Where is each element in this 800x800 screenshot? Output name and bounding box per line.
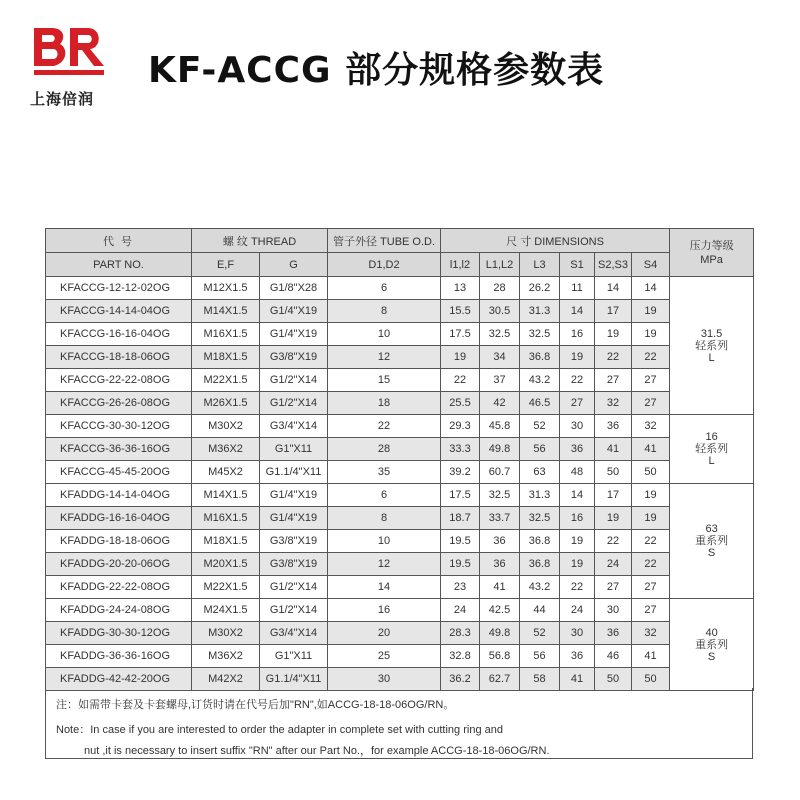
cell-d: 10 [328,323,441,346]
cell-ef: M22X1.5 [192,369,260,392]
cell-d: 18 [328,392,441,415]
cell-d: 20 [328,622,441,645]
cell-S23: 36 [595,622,632,645]
cell-part: KFACCG-22-22-08OG [46,369,192,392]
cell-part: KFADDG-18-18-06OG [46,530,192,553]
cell-L3: 43.2 [520,369,560,392]
cell-L12: 34 [480,346,520,369]
header-L3: L3 [520,253,560,277]
cell-L3: 56 [520,438,560,461]
cell-l12: 17.5 [441,484,480,507]
cell-l12: 19.5 [441,553,480,576]
cell-S1: 41 [560,668,595,691]
cell-part: KFACCG-30-30-12OG [46,415,192,438]
table-row [46,530,754,553]
cell-ef: M45X2 [192,461,260,484]
cell-L12: 37 [480,369,520,392]
cell-ef: M30X2 [192,622,260,645]
cell-g: G1/2"X14 [260,576,328,599]
pressure-code: L [708,455,715,467]
cell-S1: 14 [560,484,595,507]
cell-part: KFACCG-26-26-08OG [46,392,192,415]
cell-g: G1/8"X28 [260,277,328,300]
cell-d: 22 [328,415,441,438]
cell-g: G3/4"X14 [260,415,328,438]
cell-g: G1/4"X19 [260,484,328,507]
cell-part: KFADDG-22-22-08OG [46,576,192,599]
spec-table [45,228,754,691]
cell-g: G1/4"X19 [260,507,328,530]
header-d1d2: D1,D2 [328,253,441,277]
cell-S4: 27 [632,599,670,622]
cell-g: G1/4"X19 [260,323,328,346]
cell-L3: 26.2 [520,277,560,300]
cell-S23: 14 [595,277,632,300]
header-S1: S1 [560,253,595,277]
cell-d: 12 [328,553,441,576]
cell-ef: M22X1.5 [192,576,260,599]
cell-part: KFACCG-36-36-16OG [46,438,192,461]
header-code: 代 号 [46,229,192,253]
pressure-value: 63 [705,523,718,535]
cell-part: KFADDG-14-14-04OG [46,484,192,507]
cell-L12: 33.7 [480,507,520,530]
pressure-value: 16 [705,431,718,443]
pressure-value: 40 [705,626,718,639]
pressure-code: L [708,351,715,364]
brand-logo [30,22,110,107]
cell-ef: M18X1.5 [192,346,260,369]
cell-part: KFADDG-42-42-20OG [46,668,192,691]
cell-L12: 32.5 [480,323,520,346]
note-en-line1: Note：In case if you are interested to order the adapter in complete set with cutting ring and [56,724,503,736]
pressure-code: S [707,547,716,559]
cell-l12: 25.5 [441,392,480,415]
pressure-group-cell [670,277,754,415]
header-pressure-cn: 压力等级 [689,239,734,252]
cell-part: KFACCG-45-45-20OG [46,461,192,484]
cell-l12: 39.2 [441,461,480,484]
cell-L12: 45.8 [480,415,520,438]
cell-S23: 50 [595,668,632,691]
page-title: KF-ACCG 部分规格参数表 [148,50,605,91]
cell-g: G1"X11 [260,645,328,668]
cell-S23: 32 [595,392,632,415]
cell-S1: 36 [560,438,595,461]
pressure-series: 轻系列 [695,339,729,352]
cell-ef: M16X1.5 [192,507,260,530]
cell-S4: 41 [632,645,670,668]
table-row [46,553,754,576]
cell-S4: 22 [632,553,670,576]
cell-part: KFACCG-18-18-06OG [46,346,192,369]
br-logo-icon [30,22,110,84]
cell-S1: 30 [560,622,595,645]
cell-L12: 28 [480,277,520,300]
cell-S1: 19 [560,553,595,576]
cell-S23: 50 [595,461,632,484]
cell-L12: 49.8 [480,622,520,645]
cell-L12: 30.5 [480,300,520,323]
table-row [46,461,754,484]
cell-S23: 19 [595,507,632,530]
cell-S4: 32 [632,415,670,438]
table-row [46,576,754,599]
pressure-series: 轻系列 [695,443,729,455]
cell-ef: M30X2 [192,415,260,438]
header-l1l2-small: l1,l2 [441,253,480,277]
cell-part: KFADDG-24-24-08OG [46,599,192,622]
cell-S1: 24 [560,599,595,622]
table-row [46,392,754,415]
table-row [46,484,754,507]
cell-l12: 15.5 [441,300,480,323]
table-row [46,369,754,392]
cell-S1: 36 [560,645,595,668]
cell-S1: 48 [560,461,595,484]
cell-L12: 42 [480,392,520,415]
cell-d: 25 [328,645,441,668]
cell-d: 8 [328,507,441,530]
cell-S4: 22 [632,530,670,553]
cell-S1: 16 [560,323,595,346]
cell-l12: 18.7 [441,507,480,530]
table-row [46,346,754,369]
cell-S23: 30 [595,599,632,622]
header-pressure [670,229,754,277]
cell-part: KFACCG-14-14-04OG [46,300,192,323]
cell-S1: 19 [560,530,595,553]
cell-S1: 27 [560,392,595,415]
cell-S4: 22 [632,346,670,369]
header-dimensions: 尺 寸 DIMENSIONS [441,229,670,253]
pressure-group-cell [670,599,754,691]
cell-d: 14 [328,576,441,599]
cell-L3: 31.3 [520,484,560,507]
cell-L12: 36 [480,553,520,576]
cell-part: KFADDG-30-30-12OG [46,622,192,645]
cell-L3: 31.3 [520,300,560,323]
table-row [46,323,754,346]
cell-L3: 46.5 [520,392,560,415]
cell-d: 35 [328,461,441,484]
note-cn: 注：如需带卡套及卡套螺母,订货时请在代号后加"RN",如ACCG-18-18-06OG/RN。 [56,699,455,711]
cell-g: G1"X11 [260,438,328,461]
cell-S23: 22 [595,530,632,553]
cell-ef: M14X1.5 [192,484,260,507]
cell-S23: 27 [595,369,632,392]
cell-part: KFADDG-20-20-06OG [46,553,192,576]
cell-L12: 42.5 [480,599,520,622]
table-row [46,622,754,645]
cell-S1: 11 [560,277,595,300]
cell-g: G3/8"X19 [260,530,328,553]
cell-S4: 50 [632,461,670,484]
cell-L3: 56 [520,645,560,668]
cell-d: 10 [328,530,441,553]
cell-g: G1/4"X19 [260,300,328,323]
cell-S4: 14 [632,277,670,300]
table-row [46,438,754,461]
cell-S4: 19 [632,323,670,346]
cell-ef: M14X1.5 [192,300,260,323]
cell-ef: M16X1.5 [192,323,260,346]
cell-l12: 29.3 [441,415,480,438]
header-thread: 螺 纹 THREAD [192,229,328,253]
cell-part: KFACCG-16-16-04OG [46,323,192,346]
cell-L3: 44 [520,599,560,622]
note-en-line2: nut ,it is necessary to insert suffix "RN" after our Part No.，for example ACCG-18-18-06OG/RN. [84,745,550,757]
header-S2S3: S2,S3 [595,253,632,277]
spec-table-wrap [45,228,753,691]
cell-L3: 58 [520,668,560,691]
cell-l12: 32.8 [441,645,480,668]
pressure-value: 31.5 [700,327,723,340]
pressure-group-cell [670,484,754,599]
spec-table-body [46,229,754,691]
cell-L12: 62.7 [480,668,520,691]
cell-S4: 32 [632,622,670,645]
cell-d: 16 [328,599,441,622]
header-pressure-unit: MPa [700,253,723,266]
brand-name: 上海倍润 [30,90,95,108]
cell-g: G1/2"X14 [260,392,328,415]
table-row [46,415,754,438]
cell-g: G1/2"X14 [260,369,328,392]
cell-S23: 19 [595,323,632,346]
cell-d: 15 [328,369,441,392]
cell-L3: 52 [520,415,560,438]
cell-S1: 16 [560,507,595,530]
cell-L12: 41 [480,576,520,599]
cell-S23: 24 [595,553,632,576]
cell-l12: 28.3 [441,622,480,645]
cell-L12: 36 [480,530,520,553]
cell-L3: 36.8 [520,530,560,553]
cell-L12: 60.7 [480,461,520,484]
cell-S23: 17 [595,300,632,323]
cell-ef: M36X2 [192,645,260,668]
cell-L3: 52 [520,622,560,645]
table-row [46,507,754,530]
cell-l12: 24 [441,599,480,622]
cell-ef: M36X2 [192,438,260,461]
cell-g: G1.1/4"X11 [260,668,328,691]
pressure-series: 重系列 [695,535,729,547]
cell-l12: 19.5 [441,530,480,553]
table-row [46,599,754,622]
cell-l12: 13 [441,277,480,300]
cell-L12: 56.8 [480,645,520,668]
header-L1L2: L1,L2 [480,253,520,277]
table-row [46,300,754,323]
cell-S23: 22 [595,346,632,369]
cell-S4: 27 [632,576,670,599]
cell-l12: 22 [441,369,480,392]
cell-l12: 33.3 [441,438,480,461]
cell-g: G3/8"X19 [260,346,328,369]
cell-S4: 19 [632,507,670,530]
cell-S23: 36 [595,415,632,438]
header-row-1 [46,229,754,253]
cell-ef: M26X1.5 [192,392,260,415]
cell-S1: 22 [560,576,595,599]
cell-d: 12 [328,346,441,369]
cell-L12: 32.5 [480,484,520,507]
cell-ef: M24X1.5 [192,599,260,622]
header-row-2 [46,253,754,277]
cell-L12: 49.8 [480,438,520,461]
cell-L3: 43.2 [520,576,560,599]
cell-g: G1/2"X14 [260,599,328,622]
cell-S4: 19 [632,484,670,507]
cell-d: 6 [328,277,441,300]
header-tube: 管子外径 TUBE O.D. [328,229,441,253]
cell-S23: 17 [595,484,632,507]
cell-S4: 27 [632,392,670,415]
cell-l12: 36.2 [441,668,480,691]
cell-L3: 63 [520,461,560,484]
cell-g: G3/8"X19 [260,553,328,576]
cell-g: G1.1/4"X11 [260,461,328,484]
pressure-code: S [707,650,716,663]
pressure-series: 重系列 [695,638,729,651]
header-part-no: PART NO. [46,253,192,277]
cell-L3: 32.5 [520,507,560,530]
cell-S23: 46 [595,645,632,668]
cell-d: 30 [328,668,441,691]
cell-l12: 19 [441,346,480,369]
cell-L3: 36.8 [520,346,560,369]
pressure-group-cell [670,415,754,484]
cell-S1: 30 [560,415,595,438]
cell-d: 8 [328,300,441,323]
cell-S1: 14 [560,300,595,323]
table-row [46,277,754,300]
header-g: G [260,253,328,277]
cell-ef: M42X2 [192,668,260,691]
cell-S1: 19 [560,346,595,369]
cell-S23: 27 [595,576,632,599]
header-S4: S4 [632,253,670,277]
cell-S23: 41 [595,438,632,461]
cell-S4: 19 [632,300,670,323]
cell-l12: 17.5 [441,323,480,346]
cell-S4: 27 [632,369,670,392]
cell-part: KFADDG-36-36-16OG [46,645,192,668]
cell-part: KFADDG-16-16-04OG [46,507,192,530]
cell-part: KFACCG-12-12-02OG [46,277,192,300]
cell-S4: 41 [632,438,670,461]
cell-g: G3/4"X14 [260,622,328,645]
cell-ef: M20X1.5 [192,553,260,576]
cell-S1: 22 [560,369,595,392]
cell-L3: 36.8 [520,553,560,576]
header-ef: E,F [192,253,260,277]
table-row [46,645,754,668]
cell-ef: M12X1.5 [192,277,260,300]
cell-d: 6 [328,484,441,507]
cell-d: 28 [328,438,441,461]
cell-ef: M18X1.5 [192,530,260,553]
notes-box [45,688,753,759]
cell-S4: 50 [632,668,670,691]
cell-L3: 32.5 [520,323,560,346]
cell-l12: 23 [441,576,480,599]
